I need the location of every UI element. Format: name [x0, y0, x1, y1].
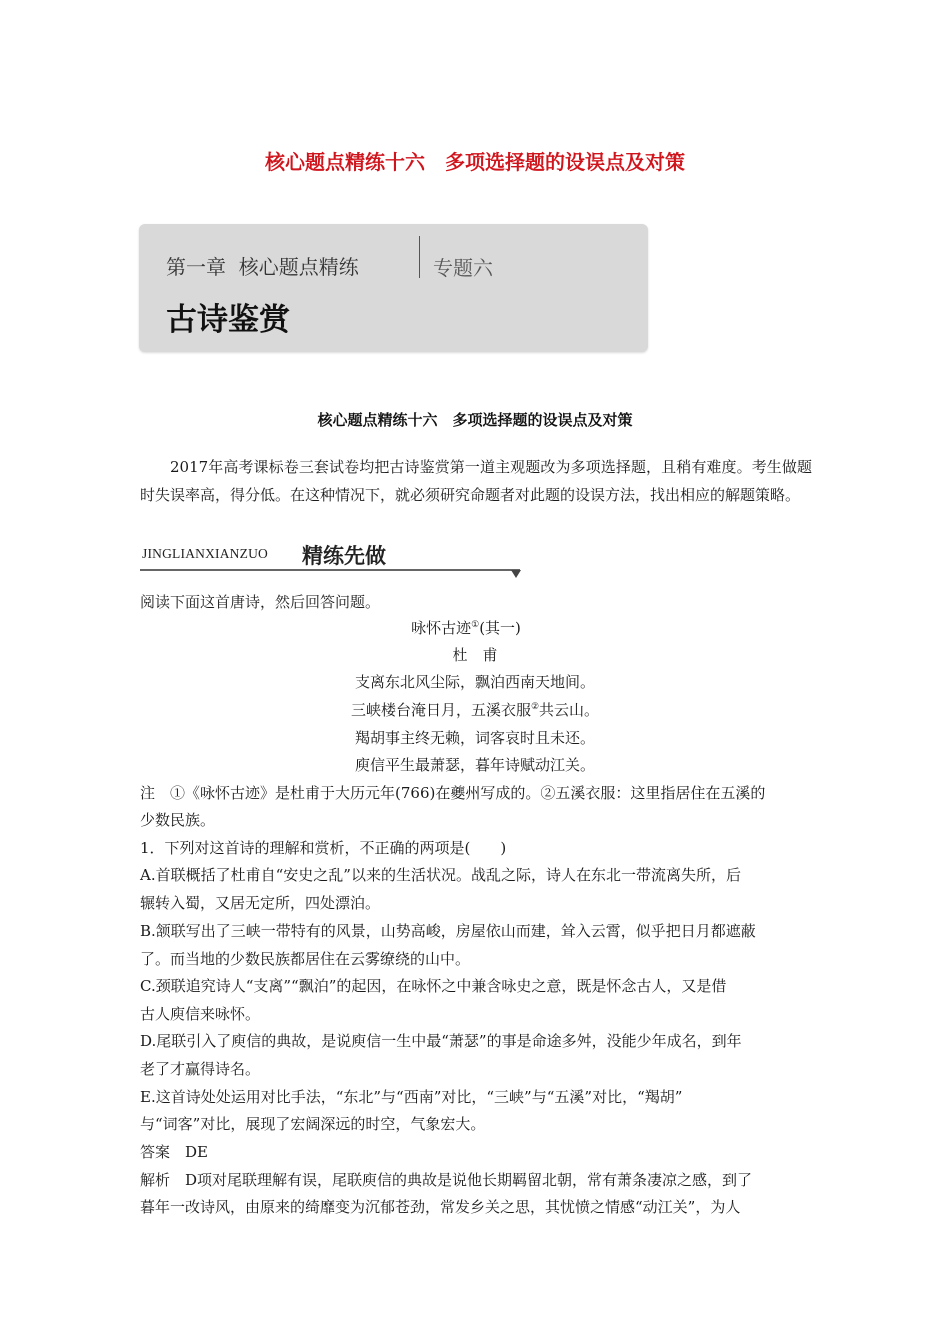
question-stem: 1．下列对这首诗的理解和赏析，不正确的两项是( ) — [140, 839, 507, 857]
option-c: C.颈联追究诗人“支离”“飘泊”的起因，在咏怀之中兼含咏史之意，既是怀念古人，又是借 — [140, 977, 727, 995]
intro-paragraph: 2017年高考课标卷三套试卷均把古诗鉴赏第一道主观题改为多项选择题，且稍有难度。考生做题时失误率高，得分低。在这种情况下，就必须研究命题者对此题的设误方法，找出相应的解题策略。 — [140, 458, 812, 504]
option-e: E.这首诗处处运用对比手法，“东北”与“西南”对比，“三峡”与“五溪”对比，“羯胡” — [140, 1088, 683, 1106]
option-b: B.颔联写出了三峡一带特有的风景，山势高峻，房屋依山而建，耸入云霄，似乎把日月都遮蔽 — [140, 922, 756, 940]
note-line: 注 ①《咏怀古迹》是杜甫于大历元年(766)在夔州写成的。②五溪衣服：这里指居住在五溪的 — [140, 784, 766, 802]
triangle-down-icon — [511, 570, 521, 578]
answer: 答案 DE — [140, 1143, 208, 1161]
option-e-cont: 与“词客”对比，展现了宏阔深远的时空，气象宏大。 — [140, 1115, 486, 1133]
note-line: 少数民族。 — [140, 811, 216, 829]
option-a: A.首联概括了杜甫自“安史之乱”以来的生活状况。战乱之际，诗人在东北一带流离失所，后 — [140, 866, 741, 884]
poem-line: 庾信平生最萧瑟，暮年诗赋动江关。 — [354, 756, 595, 774]
chapter-label: 第一章 核心题点精练 — [166, 255, 359, 279]
footnote-marker: ② — [530, 702, 540, 712]
analysis-line: 暮年一改诗风，由原来的绮靡变为沉郁苍劲，常发乡关之思，其忧愤之情感“动江关”，为人 — [140, 1198, 741, 1216]
poem-author: 杜 甫 — [452, 646, 498, 664]
chapter-banner — [139, 224, 648, 352]
instruction: 阅读下面这首唐诗，然后回答问题。 — [140, 593, 381, 611]
section-rule — [140, 569, 520, 571]
poem-line: 三峡楼台淹日月，五溪衣服②共云山。 — [350, 701, 600, 719]
section-pinyin: JINGLIANXIANZUO — [142, 546, 268, 561]
option-b-cont: 了。而当地的少数民族都居住在云雾缭绕的山中。 — [140, 950, 471, 968]
banner-divider — [419, 236, 420, 278]
document-title: 核心题点精练十六 多项选择题的设误点及对策 — [265, 150, 685, 174]
option-d: D.尾联引入了庾信的典故，是说庾信一生中最“萧瑟”的事是命途多舛，没能少年成名，到年 — [140, 1032, 742, 1050]
poem-line: 支离东北风尘际，飘泊西南天地间。 — [354, 673, 595, 691]
option-c-cont: 古人庾信来咏怀。 — [140, 1005, 261, 1023]
footnote-marker: ① — [471, 620, 480, 630]
topic-label: 专题六 — [433, 256, 493, 280]
option-a-cont: 辗转入蜀，又居无定所，四处漂泊。 — [140, 894, 381, 912]
section-label: 精练先做 — [302, 544, 386, 568]
poem-line: 羯胡事主终无赖，词客哀时且未还。 — [354, 729, 595, 747]
subject-heading: 古诗鉴赏 — [166, 302, 290, 338]
poem-title: 咏怀古迹①(其一) — [411, 619, 521, 637]
section-title: 核心题点精练十六 多项选择题的设误点及对策 — [317, 411, 633, 429]
option-d-cont: 老了才赢得诗名。 — [140, 1060, 261, 1078]
section-header — [140, 540, 525, 576]
analysis-line: 解析 D项对尾联理解有误，尾联庾信的典故是说他长期羁留北朝，常有萧条凄凉之感，到了 — [140, 1171, 753, 1189]
